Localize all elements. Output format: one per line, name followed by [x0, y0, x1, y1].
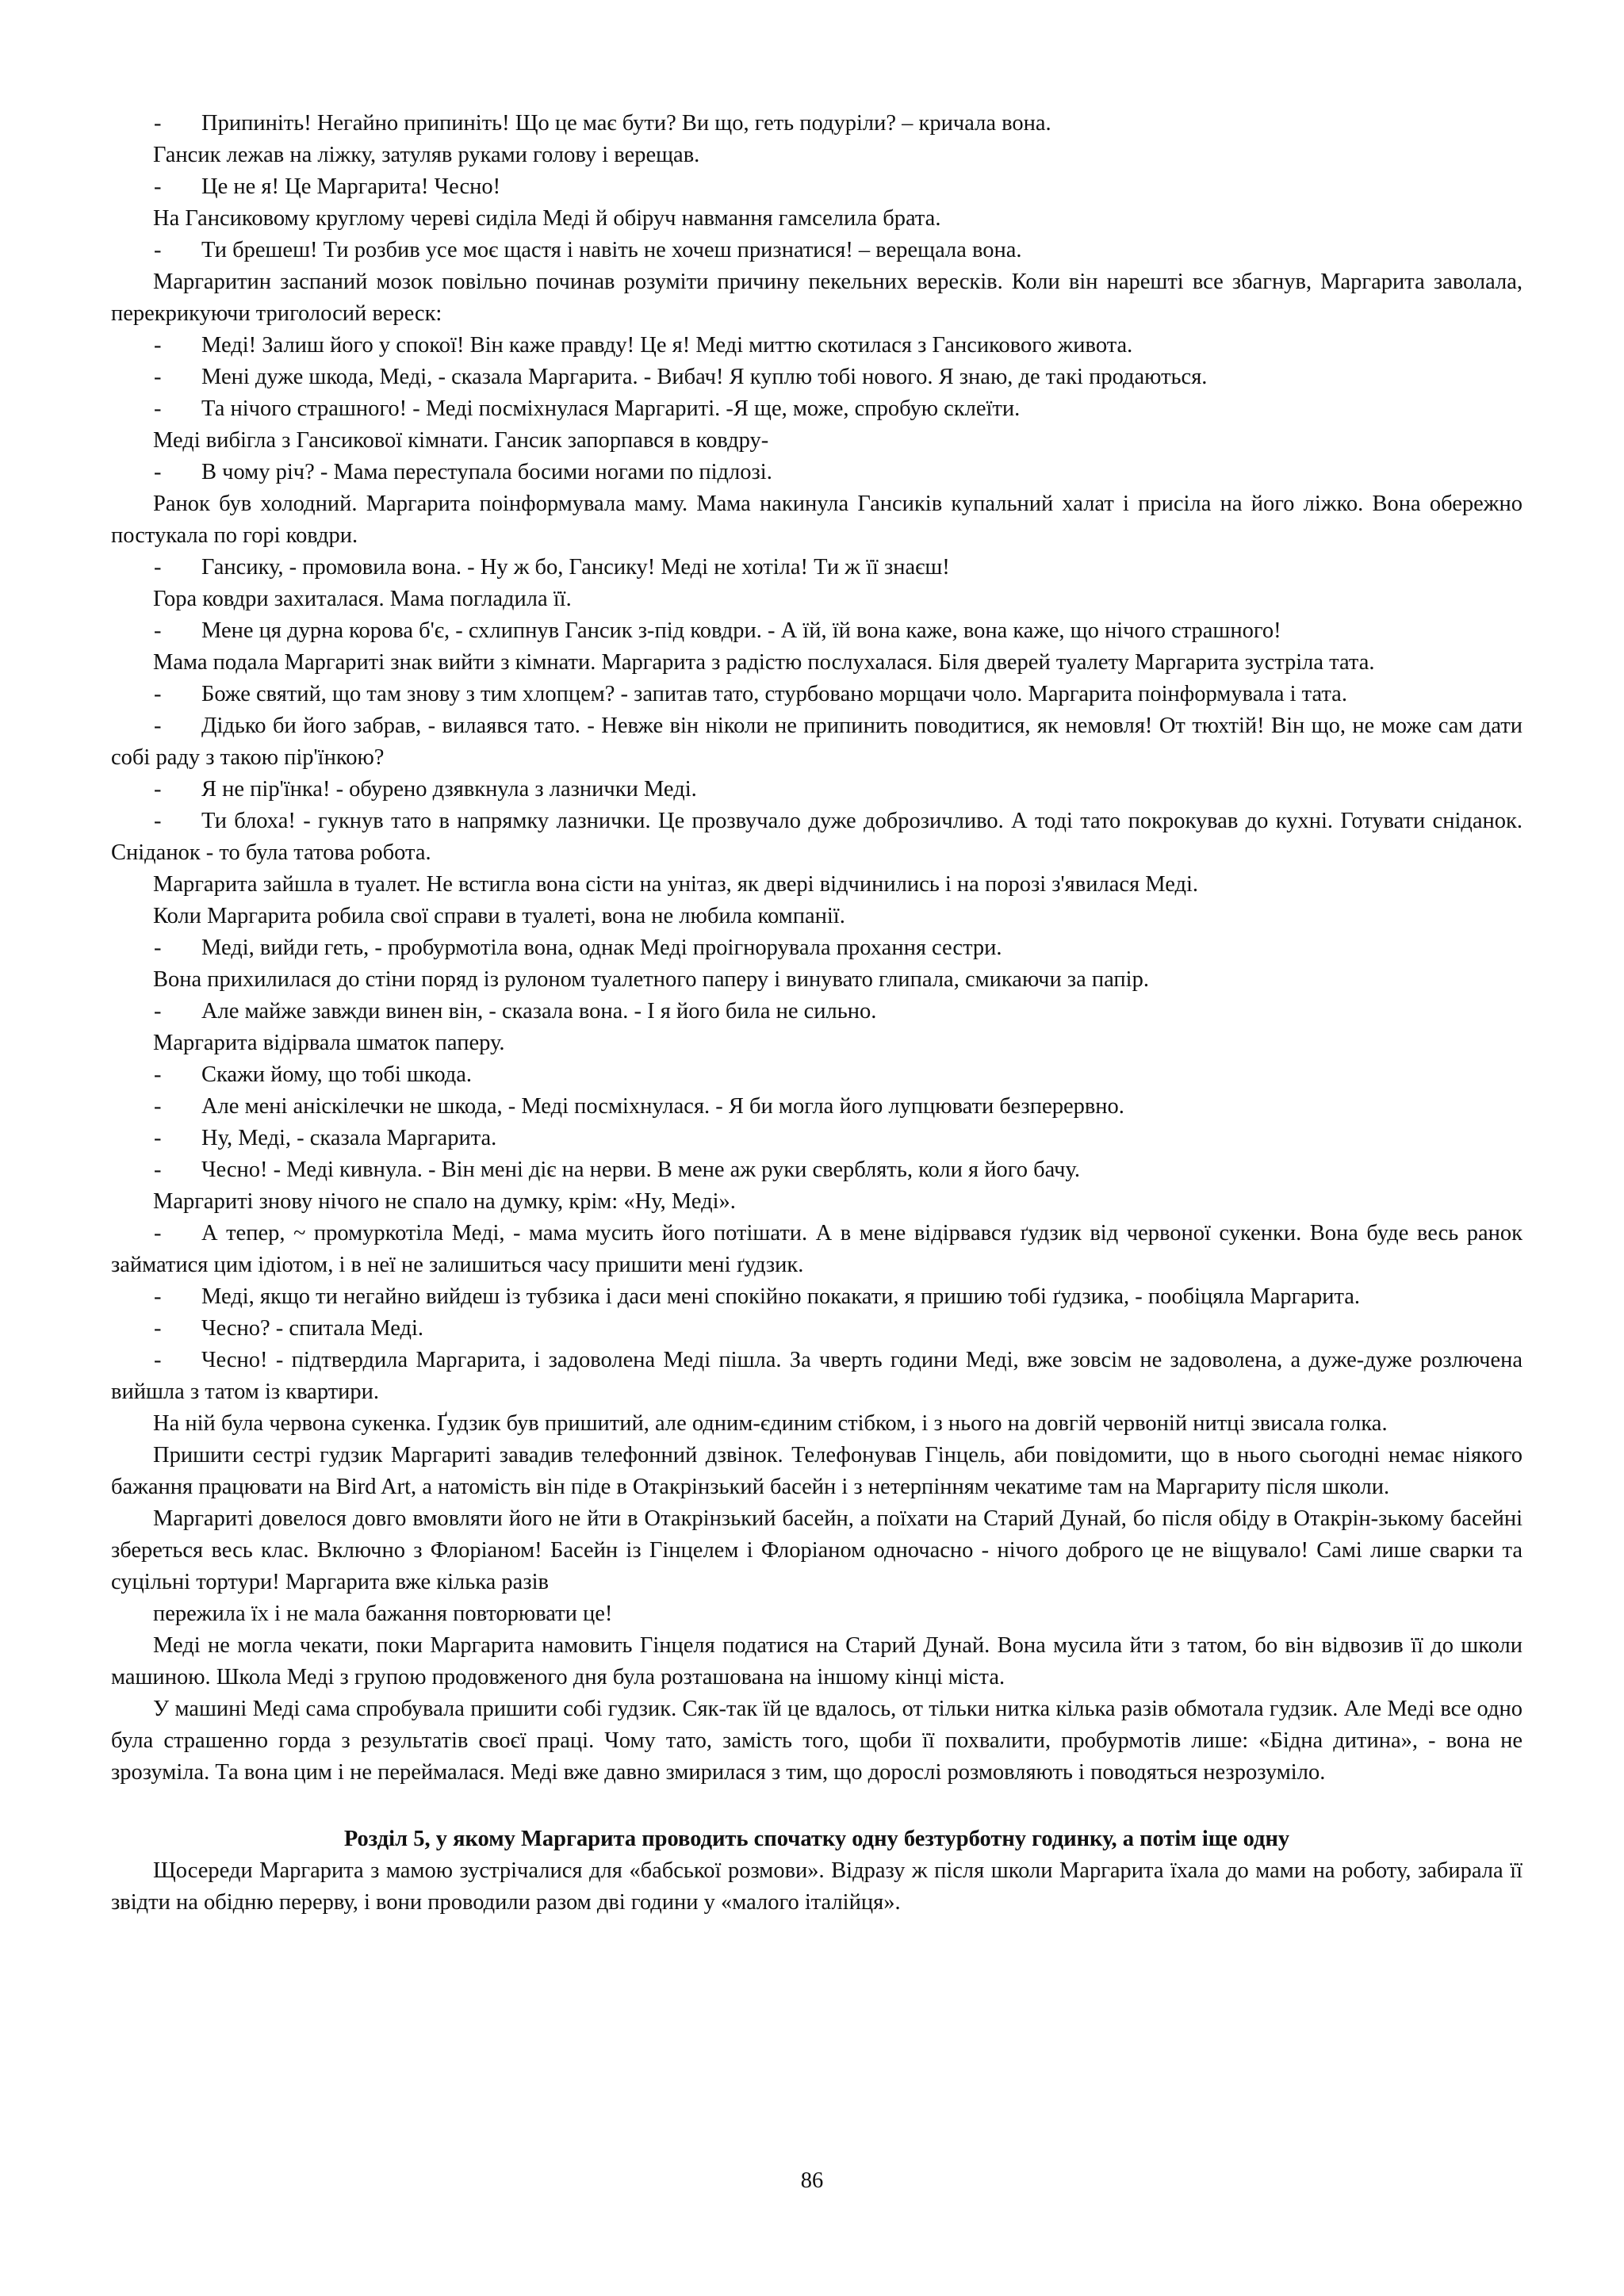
dialog-dash: -: [154, 1158, 162, 1182]
dialog-text: Ти блоха! - гукнув тато в напрямку лазнички. Це прозвучало дуже доброзичливо. А тоді тато покрокував до кухні. Готувати сніданок. Сніданок - то була татова робота.: [111, 809, 1522, 865]
dialog-text: В чому річ? - Мама переступала босими ногами по підлозі.: [201, 460, 772, 484]
narrative-paragraph: На ній була червона сукенка. Ґудзик був пришитий, але одним-єдиним стібком, і з нього на довгій червоній нитці звисала голка.: [153, 1411, 1388, 1436]
dialog-dash: -: [154, 238, 162, 262]
dialog-text: Гансику, - промовила вона. - Ну ж бо, Гансику! Меді не хотіла! Ти ж її знаєш!: [201, 555, 950, 580]
dialog-text: А тепер, ~ промуркотіла Меді, - мама мусить його потішати. А в мене відірвався ґудзик від червоної сукенки. Вона буде весь ранок займатися цим ідіотом, і в неї не залишиться часу пришити мені ґудзик.: [111, 1221, 1522, 1277]
dialog-paragraph: [111, 1123, 1522, 1154]
dialog-text: Але майже завжди винен він, - сказала вона. - І я його била не сильно.: [201, 999, 877, 1024]
dialog-text: Чесно! - підтвердила Маргарита, і задоволена Меді пішла. За чверть години Меді, вже зовсім не задоволена, а дуже-дуже розлючена вийшла з татом із квартири.: [111, 1348, 1522, 1404]
dialog-paragraph: [111, 932, 1522, 964]
dialog-paragraph: [111, 1345, 1522, 1408]
dialog-dash: -: [154, 999, 162, 1024]
dialog-dash: -: [154, 396, 162, 421]
dialog-paragraph: [111, 1281, 1522, 1313]
dialog-dash: -: [154, 555, 162, 580]
dialog-text: Чесно? - спитала Меді.: [201, 1316, 424, 1341]
dialog-text: Ну, Меді, - сказала Маргарита.: [201, 1126, 497, 1150]
dialog-text: Меді, вийди геть, - пробурмотіла вона, однак Меді проігнорувала прохання сестри.: [201, 936, 1002, 960]
dialog-paragraph: [111, 710, 1522, 774]
dialog-dash: -: [154, 1348, 162, 1372]
dialog-text: Мені дуже шкода, Меді, - сказала Маргарита. - Вибач! Я куплю тобі нового. Я знаю, де такі продаються.: [201, 365, 1208, 389]
dialog-paragraph: [111, 679, 1522, 710]
dialog-text: Скажи йому, що тобі шкода.: [201, 1062, 473, 1087]
narrative-paragraph: Маргариті довелося довго вмовляти його не йти в Отакрінзький басейн, а поїхати на Старий Дунай, бо після обіду в Отакрін-зькому басейні збереться весь клас. Включно з Флоріаном! Басейн із Гінцелем і Флоріаном одночасно - нічого доброго це не віщувало! Самі лише сварки та суцільні тортури! Маргарита вже кілька разів: [111, 1506, 1522, 1594]
dialog-text: Та нічого страшного! - Меді посміхнулася Маргариті. -Я ще, може, спробую склеїти.: [201, 396, 1021, 421]
dialog-dash: -: [154, 333, 162, 358]
dialog-paragraph: [111, 1218, 1522, 1281]
narrative-paragraph: Вона прихилилася до стіни поряд із рулоном туалетного паперу і винувато глипала, смикаючи за папір.: [153, 967, 1149, 992]
dialog-paragraph: [111, 108, 1522, 140]
narrative-paragraph: Меді не могла чекати, поки Маргарита намовить Гінцеля податися на Старий Дунай. Вона мусила йти з татом, бо він відвозив її до школи машиною. Школа Меді з групою продовженого дня була розташована на іншому кінці міста.: [111, 1633, 1522, 1689]
dialog-paragraph: [111, 615, 1522, 647]
dialog-dash: -: [154, 111, 162, 136]
dialog-dash: -: [154, 365, 162, 389]
narrative-paragraph: Мама подала Маргариті знак вийти з кімнати. Маргарита з радістю послухалася. Біля дверей туалету Маргарита зустріла тата.: [153, 650, 1375, 675]
dialog-dash: -: [154, 174, 162, 199]
dialog-text: Ти брешеш! Ти розбив усе моє щастя і навіть не хочеш признатися! – верещала вона.: [201, 238, 1022, 262]
dialog-paragraph: [111, 996, 1522, 1027]
dialog-paragraph: [111, 1154, 1522, 1186]
dialog-dash: -: [154, 618, 162, 643]
dialog-text: Боже святий, що там знову з тим хлопцем? - запитав тато, стурбовано морщачи чоло. Маргарита поінформувала і тата.: [201, 682, 1347, 706]
dialog-paragraph: [111, 330, 1522, 362]
dialog-paragraph: [111, 171, 1522, 203]
dialog-text: Меді! Залиш його у спокої! Він каже правду! Це я! Меді миттю скотилася з Гансикового живота.: [201, 333, 1133, 358]
dialog-dash: -: [154, 777, 162, 802]
narrative-paragraph: Меді вибігла з Гансикової кімнати. Гансик запорпався в ковдру-: [153, 428, 769, 453]
dialog-dash: -: [154, 1094, 162, 1119]
dialog-text: Меді, якщо ти негайно вийдеш із тубзика і даси мені спокійно покакати, я пришию тобі ґудзика, - пообіцяла Маргарита.: [201, 1284, 1361, 1309]
dialog-paragraph: [111, 362, 1522, 393]
dialog-dash: -: [154, 1284, 162, 1309]
dialog-paragraph: [111, 774, 1522, 806]
dialog-paragraph: [111, 235, 1522, 266]
dialog-dash: -: [154, 1316, 162, 1341]
continued-line: пережила їх і не мала бажання повторювати це!: [153, 1601, 613, 1626]
dialog-dash: -: [154, 682, 162, 706]
page-body: [111, 108, 1522, 1919]
dialog-dash: -: [154, 1126, 162, 1150]
narrative-paragraph: Гансик лежав на ліжку, затуляв руками голову і верещав.: [153, 143, 700, 167]
narrative-paragraph: Маргарита зайшла в туалет. Не встигла вона сісти на унітаз, як двері відчинились і на порозі з'явилася Меді.: [153, 872, 1199, 897]
dialog-paragraph: [111, 806, 1522, 869]
dialog-paragraph: [111, 393, 1522, 425]
chapter-paragraph: Щосереди Маргарита з мамою зустрічалися для «бабської розмови». Відразу ж після школи Маргарита їхала до мами на роботу, забирала її звідти на обідню перерву, і вони проводили разом дві години у «малого італійця».: [111, 1858, 1522, 1915]
dialog-text: Мене ця дурна корова б'є, - схлипнув Гансик з-під ковдри. - А їй, їй вона каже, вона каже, що нічого страшного!: [201, 618, 1281, 643]
dialog-paragraph: [111, 552, 1522, 584]
dialog-text: Я не пір'їнка! - обурено дзявкнула з лазнички Меді.: [201, 777, 697, 802]
dialog-text: Чесно! - Меді кивнула. - Він мені діє на нерви. В мене аж руки сверблять, коли я його бачу.: [201, 1158, 1080, 1182]
dialog-dash: -: [154, 1221, 162, 1246]
page-number: 86: [800, 2168, 824, 2193]
dialog-dash: -: [154, 936, 162, 960]
narrative-paragraph: У машині Меді сама спробувала пришити собі гудзик. Сяк-так їй це вдалось, от тільки нитка кілька разів обмотала гудзик. Але Меді все одно була страшенно горда з результатів своєї праці. Чому тато, замість того, щоби її похвалити, пробурмотів лише: «Бідна дитина», - вона не зрозуміла. Та вона цим і не переймалася. Меді вже давно змирилася з тим, що дорослі розмовляють і поводяться незрозуміло.: [111, 1697, 1522, 1785]
dialog-text: Це не я! Це Маргарита! Чесно!: [201, 174, 501, 199]
dialog-paragraph: [111, 457, 1522, 488]
narrative-paragraph: Маргариті знову нічого не спало на думку, крім: «Ну, Меді».: [153, 1189, 736, 1214]
dialog-paragraph: [111, 1091, 1522, 1123]
narrative-paragraph: Пришити сестрі гудзик Маргариті завадив телефонний дзвінок. Телефонував Гінцель, аби повідомити, що в нього сьогодні немає ніякого бажання працювати на Bird Art, а натомість він піде в Отакрінзький басейн і з нетерпінням чекатиме там на Маргариту після школи.: [111, 1443, 1522, 1499]
narrative-paragraph: На Гансиковому круглому череві сиділа Меді й обіруч навмання гамселила брата.: [153, 206, 941, 231]
dialog-text: Дідько би його забрав, - вилаявся тато. - Невже він ніколи не припинить поводитися, як немовля! От тюхтій! Він що, не може сам дати собі раду з такою пір'їнкою?: [111, 714, 1522, 770]
narrative-paragraph: Маргарита відірвала шматок паперу.: [153, 1031, 505, 1055]
narrative-paragraph: Коли Маргарита робила свої справи в туалеті, вона не любила компанії.: [153, 904, 845, 928]
narrative-paragraph: Маргаритин заспаний мозок повільно починав розуміти причину пекельних вересків. Коли він нарешті все збагнув, Маргарита заволала, перекрикуючи триголосий вереск:: [111, 270, 1522, 326]
text-body: [111, 108, 1522, 1789]
chapter-heading: Розділ 5, у якому Маргарита проводить спочатку одну безтурботну годинку, а потім іще одну: [343, 1827, 1290, 1851]
dialog-dash: -: [154, 1062, 162, 1087]
dialog-dash: -: [154, 714, 162, 738]
dialog-text: Але мені аніскілечки не шкода, - Меді посміхнулася. - Я би могла його лупцювати безперервно.: [201, 1094, 1124, 1119]
narrative-paragraph: Ранок був холодний. Маргарита поінформувала маму. Мама накинула Гансиків купальний халат і присіла на його ліжко. Вона обережно постукала по горі ковдри.: [111, 492, 1522, 548]
narrative-paragraph: Гора ковдри захиталася. Мама погладила її.: [153, 587, 572, 611]
dialog-paragraph: [111, 1059, 1522, 1091]
dialog-text: Припиніть! Негайно припиніть! Що це має бути? Ви що, геть подуріли? – кричала вона.: [201, 111, 1051, 136]
dialog-paragraph: [111, 1313, 1522, 1345]
dialog-dash: -: [154, 460, 162, 484]
dialog-dash: -: [154, 809, 162, 833]
